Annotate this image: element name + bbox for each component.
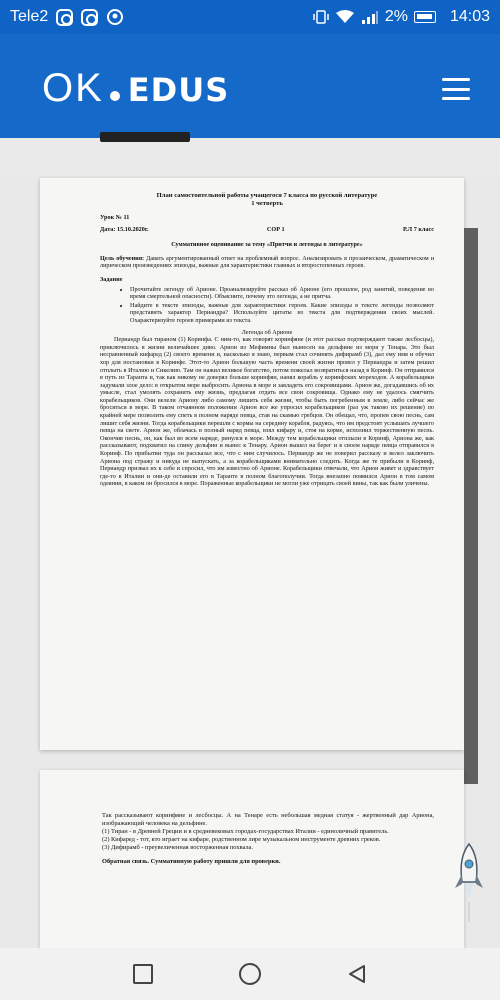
closing-paragraph: Так рассказывают коринфяне и лесбосцы. А на Тенаре есть небольшая медная статуя - жертвенный дар Ариона, изображающий человека на дельфине. (102, 812, 434, 827)
task-item: • Найдите в тексте эпизоды, важные для характеристики героев. Какие эпизоды в тексте легенды позволяют представить характер Периандра? Используйте цитаты из текста для подтверждения своих мыслей. Охарактеризуйте героев примерами из текста. (130, 302, 434, 325)
hamburger-menu-icon[interactable] (442, 78, 470, 100)
doc-meta-row (100, 226, 434, 234)
footnote: (2) Кифаред - тот, кто играет на кифаре, родственном лире музыкальном инструменте древних греков. (102, 836, 381, 843)
task-item: • Прочитайте легенду об Арионе. Проанализируйте рассказ об Арионе (его прошлое, род занятий, поведение во время смертельной опасности). Объясните, почему это легенда, а не притча. (130, 286, 434, 301)
scrollbar-thumb[interactable] (464, 228, 478, 784)
summative-heading: Суммативное оценивание за тему «Притчи и легенды в литературе» (171, 241, 363, 249)
battery-icon (414, 11, 436, 23)
home-icon[interactable] (238, 962, 262, 986)
doc-cop: СОР 1 (266, 225, 285, 233)
instagram-icon (81, 9, 98, 26)
rocket-scroll-top-icon[interactable] (452, 842, 486, 924)
task-label: Задание (100, 275, 123, 283)
doc-date: Дата: 15.10.2020г. (100, 225, 149, 233)
lesson-number: Урок № 11 (100, 214, 130, 221)
clock: 14:03 (449, 8, 490, 25)
recent-apps-icon[interactable] (131, 962, 155, 986)
android-nav-bar (0, 948, 500, 1000)
ok-icon (106, 8, 124, 26)
carrier-label: Tele2 (10, 8, 49, 25)
doc-term: 1 четверть (251, 200, 283, 207)
legend-text: Периандр был тираном (1) Коринфа. С ним-то, как говорят коринфяне (и этот рассказ подтверждают также лесбосцы), приключилось в жизни величайшее диво. Арион из Мефимны был вынесен на дельфине из моря у Тенара. Это был несравненный кифаред (2) своего времени и, насколько я знаю, первым стал сочинять дифирамб (3), дал ему имя и обучил хор для постановки в Коринфе. Этот-то Арион большую часть времени своей жизни провел у Периандра и затем решил отплыть в Италию и Сикелию. Там он нажил великое богатство, потом пожелал возвратиться назад в Коринф. Он отправился в путь из Таранта и, так как никому не доверял больше коринфян, нанял корабль у коринфских мореходов. А корабельщики задумали злое дело: в открытом море выбросить Ариона в море и завладеть его сокровищами. Арион же, догадавшись об их умысле, стал умолять сохранить ему жизнь, предлагая отдать все свои сокровища. Однако ему не удалось смягчить корабельщиков. Они велели Ариону либо самому лишить себя жизни, чтобы быть погребенным в земле, либо сейчас же броситься в море. В таком отчаянном положении Арион все же упросил корабельщиков (раз уж таково их решение) по крайней мере позволить ему спеть в полном наряде певца, став на скамью гребцов. Он обещал, что, пропев свою песнь, сам лишит себя жизни. Тогда корабельщики перешли с кормы на середину корабля, радуясь, что им предстоит услышать лучшего певца на свете. Арион же, облачась в полный наряд певца, взял кифару и, стоя на корме, исполнил торжественную песнь. Окончив песнь, он, как был во всем наряде, ринулся в море. Между тем корабельщики отплыли в Коринф, Ариона же, как рассказывают, подхватил на спину дельфин и вынес к Тенару. Арион вышел на берег и в своем наряде певца отправился в Коринф. По прибытии туда он рассказал все, что с ним случилось. Периандр же не поверил рассказу и велел заключить Ариона под стражу и никуда не выпускать, а за корабельщиками внимательно следить. Когда же те прибыли в Коринф, Периандр призвал их к себе и спросил, что им известно об Арионе. Корабельщики отвечали, что Арион живет и здравствует где-то в Италии и они-де оставили его в Таранте в полном благополучии. Тогда внезапно появился Арион в том самом одеянии, в каком он бросился в море. Пораженные корабельщики не могли уже отрицать своей вины, так как были уличены. (100, 336, 434, 488)
footnote: (3) Дифирамб - преувеличенная восторженная похвала. (102, 844, 253, 851)
logo-dot (110, 91, 120, 101)
doc-grade: Р.Л 7 класс (403, 225, 434, 233)
goal-text: Давать аргументированный ответ на проблемный вопрос. Анализировать в прозаическом, драматическом и лирическом произведениях эпизоды, важные для характеристики главных и второстепенных героев. (100, 254, 435, 270)
instagram-icon (56, 9, 73, 26)
vibrate-icon (313, 9, 329, 25)
signal-icon (361, 9, 379, 25)
legend-title: Легенда об Арионе (241, 328, 293, 336)
footnote: (1) Тиран - в Древней Греции и в средневековых городах-государствах Италии - единоличный правитель. (102, 828, 389, 835)
goal-label: Цель обучения: (100, 254, 145, 262)
status-bar (0, 0, 500, 34)
wifi-icon (335, 9, 355, 25)
learning-goal (100, 255, 434, 270)
battery-percent: 2% (384, 8, 408, 25)
back-icon[interactable] (345, 962, 369, 986)
logo[interactable] (42, 66, 229, 111)
document-page-1 (40, 178, 464, 750)
task-list (130, 286, 434, 325)
app-header (0, 34, 500, 138)
document-page-2 (40, 770, 464, 948)
logo-edus: EDUS (127, 71, 230, 109)
page-strip (0, 138, 500, 178)
logo-ok: OK (42, 66, 104, 110)
cut-off-heading (100, 132, 190, 142)
feedback-note: Обратная связь. Суммативную работу пришли для проверки. (102, 858, 281, 865)
doc-title: План самостоятельной работы учащегося 7 класса по русской литературе (156, 192, 378, 199)
